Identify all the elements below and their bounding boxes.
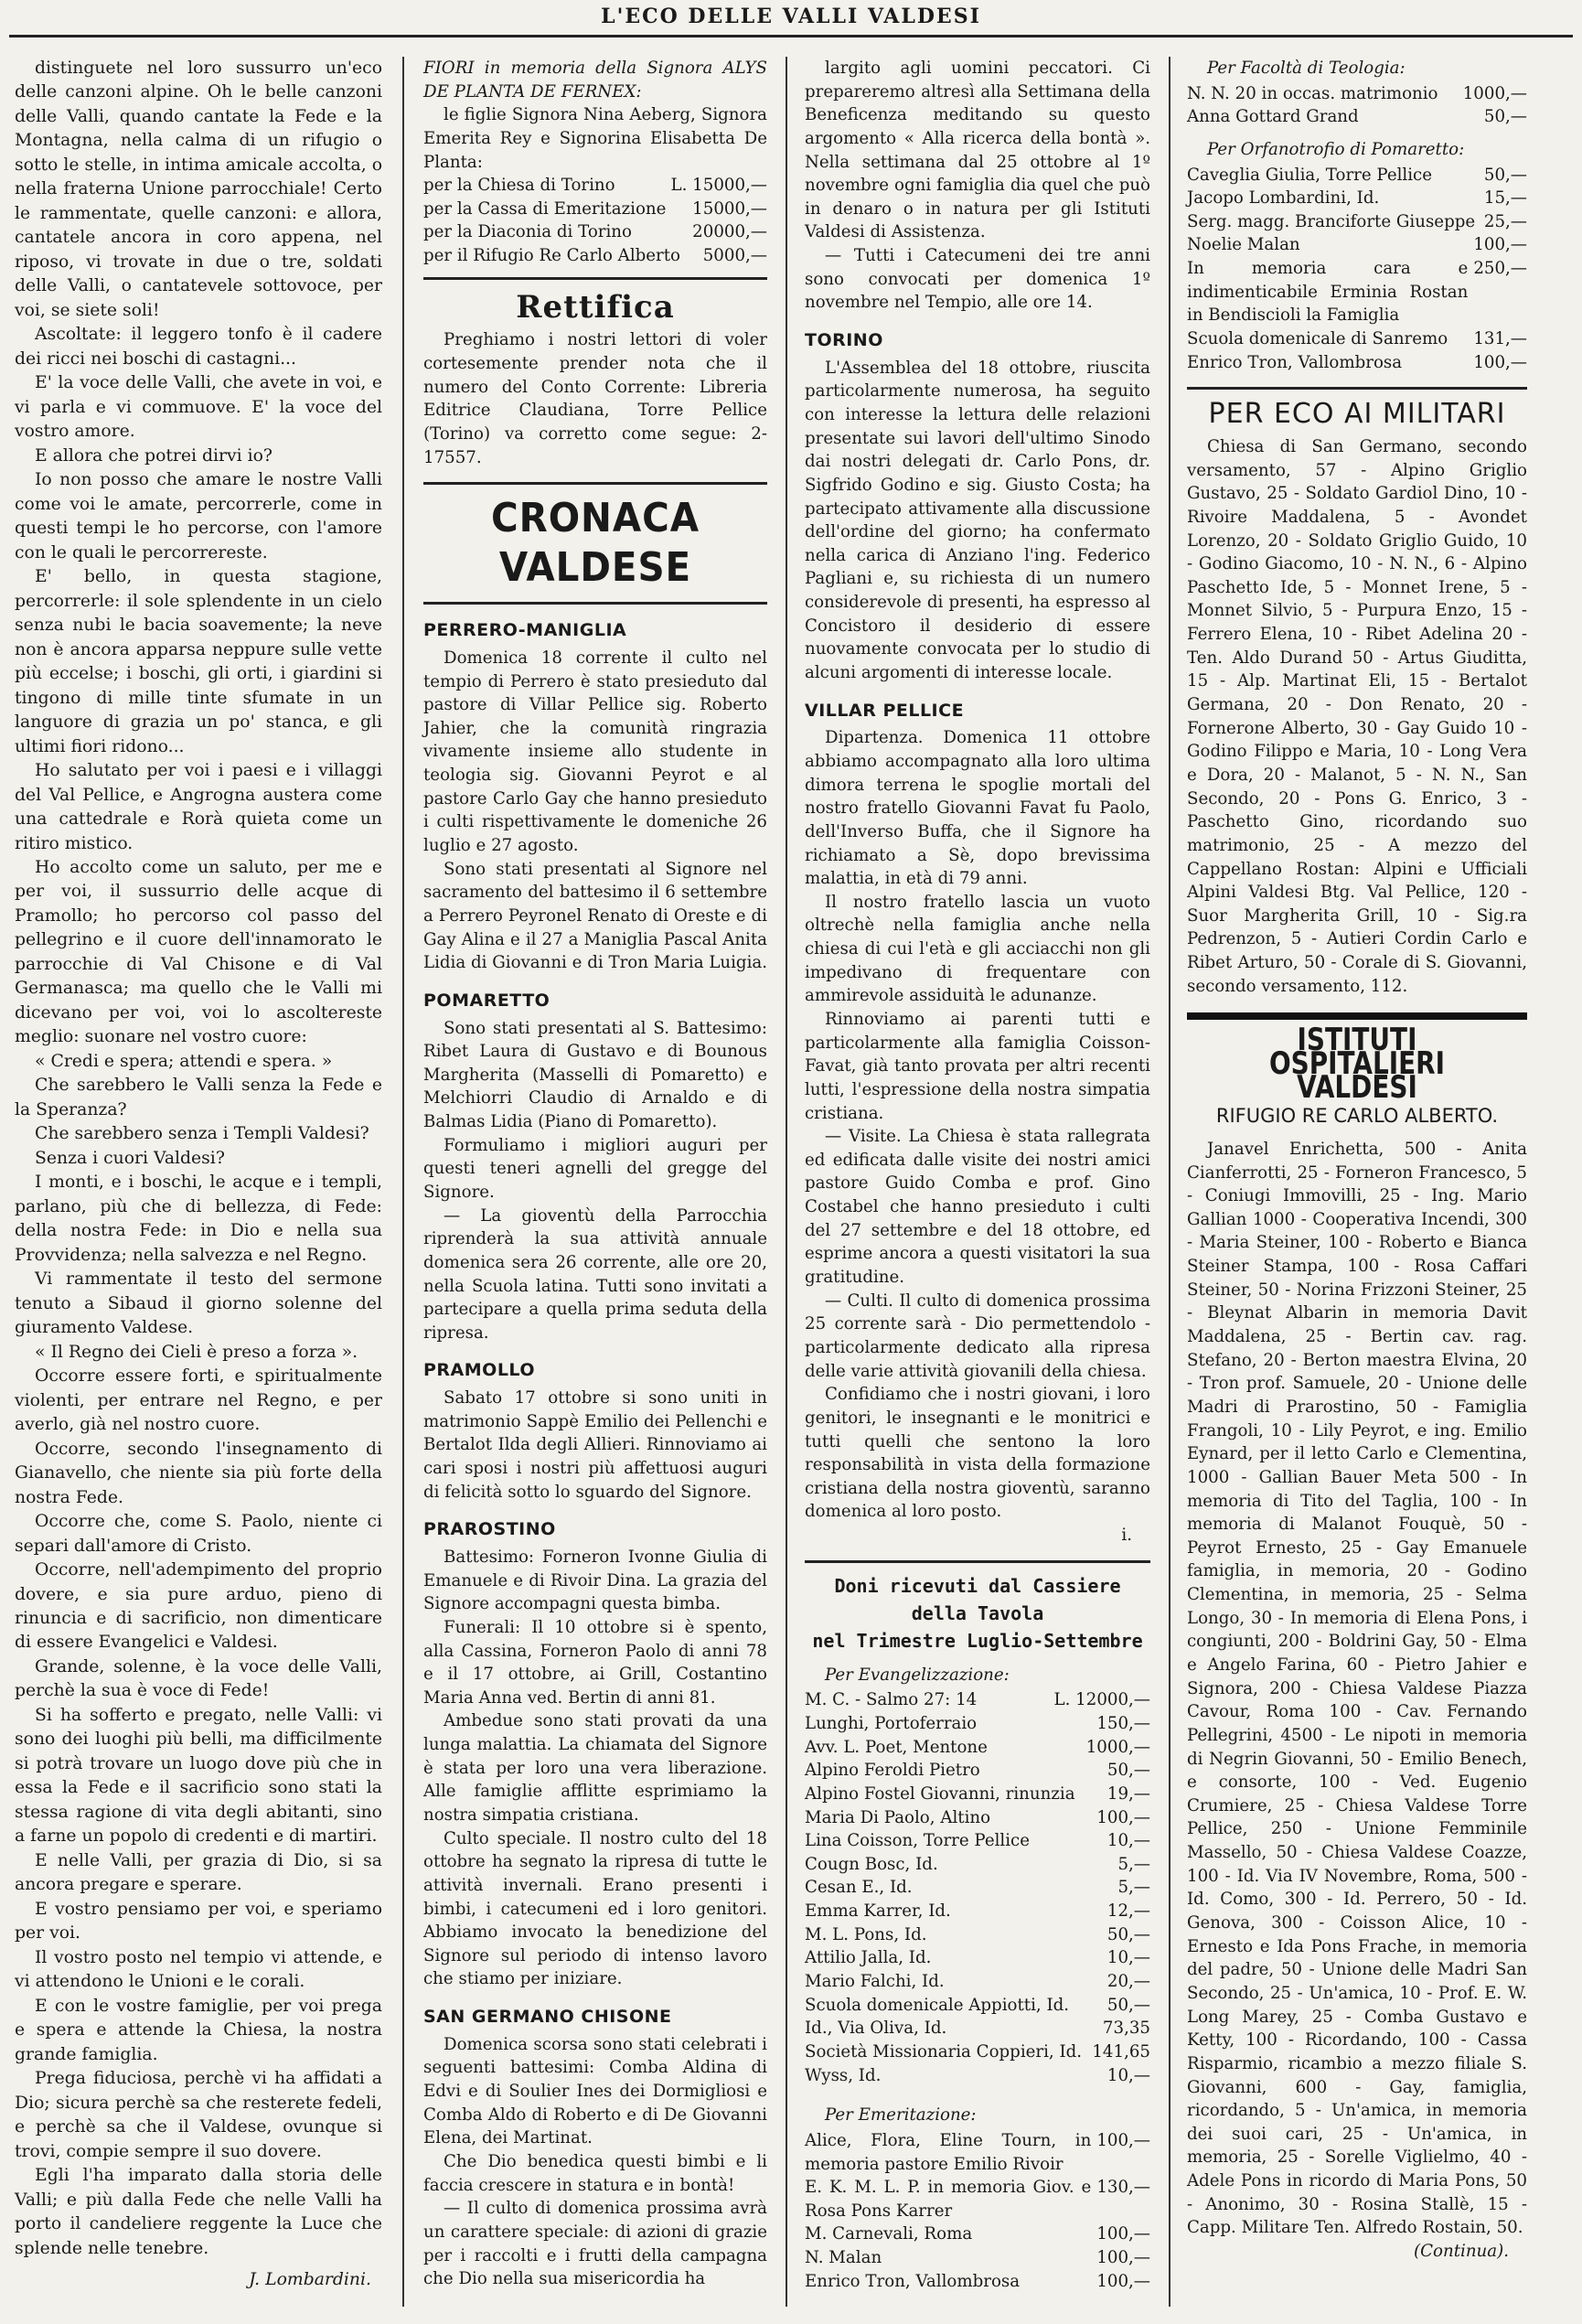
item-value: 10,— [1106, 2065, 1150, 2085]
item-value: 141,65 [1092, 2041, 1150, 2062]
item-value: 25,— [1483, 211, 1527, 231]
item-value: 131,— [1473, 329, 1527, 349]
paragraph: Egli l'ha imparato dalla storia delle Valli; e più dalla Fede che nelle Valli ha porto il candeliere reggente la Luce che splende nelle tenebre. [15, 2166, 382, 2258]
divider [423, 602, 767, 605]
item-label: Id., Via Oliva, Id. [805, 2019, 947, 2039]
list-item [805, 1736, 1150, 1760]
item-value: 100,— [1096, 2130, 1150, 2150]
item-label: Alpino Fostel Giovanni, rinunzia [805, 1783, 1075, 1804]
paragraph: Rinnoviamo ai parenti tutti e particolarmente alla famiglia Coisson-Favat, già tanto provata per altri recenti lutti, l'espressione della nostra simpatia cristiana. [805, 1009, 1150, 1123]
item-label: Caveglia Giulia, Torre Pellice [1187, 165, 1432, 185]
item-value: 50,— [1483, 165, 1527, 185]
section-title: POMARETTO [423, 990, 550, 1011]
paragraph: Funerali: Il 10 ottobre si è spento, alla Cassina, Forneron Paolo di anni 78 e il 17 ottobre, ai Grill, Costantino Maria Anna ved. Bertin di anni 81. [423, 1617, 767, 1708]
paragraph: I monti, e i boschi, le acque e i templi, parlano, più che di bellezza, di Fede: della nostra Fede: in Dio e nella sua Provvidenza; nella salvezza e nel Regno. [15, 1173, 382, 1265]
list-item [805, 1946, 1150, 1970]
paragraph: largito agli uomini peccatori. Ci prepareremo altresì alla Settimana della Beneficenza meditando su questo argomento « Alla ricerca della bontà ». Nella settimana dal 25 ottobre al 1º novembre ogni famiglia dia quel che può in denaro o in natura per gli Istituti Valdesi di Assistenza. [805, 59, 1150, 242]
item-value: 5,— [1117, 1878, 1150, 1898]
list-item [1187, 327, 1527, 351]
paragraph: Battesimo: Forneron Ivonne Giulia di Emanuele e di Rivoir Dina. La grazia del Signore accompagni questa bimba. [423, 1547, 767, 1614]
item-value: 5000,— [702, 246, 767, 266]
item-value: 100,— [1096, 2271, 1150, 2291]
item-label: Noelie Malan [1187, 235, 1300, 255]
emeritazione-label: Per Emeritazione: [825, 2105, 977, 2126]
paragraph: Sabato 17 ottobre si sono uniti in matrimonio Sappè Emilio dei Pellenchi e Bertalot Ilda degli Allieri. Rinnoviamo ai cari sposi i nostri più affettuosi auguri di felicità sotto lo sguardo del Signore. [423, 1388, 767, 1502]
paragraph: Vi rammentate il testo del sermone tenuto a Sibaud il giorno solenne del giuramento Valdese. [15, 1269, 382, 1338]
column-divider [402, 57, 404, 2307]
cronaca-sections [423, 619, 767, 2291]
item-value: L. 12000,— [1053, 1690, 1150, 1710]
item-label: Maria Di Paolo, Altino [805, 1807, 991, 1827]
item-value: 250,— [1473, 259, 1527, 279]
item-label: per la Cassa di Emeritazione [423, 198, 667, 219]
list-item [805, 1829, 1150, 1853]
paragraph: « Il Regno dei Cieli è preso a forza ». [35, 1342, 358, 1362]
masthead-rule [9, 35, 1573, 37]
paragraph: E' bello, in questa stagione, percorrerle: il sole splendente in un cielo senza nubi le bacia soavemente; la neve non è ancora apparsa neppure sulle vette più eccelse; i boschi, gli orti, i giardini si tingono di mille tinte sfumate in un languore di grazia un po' stanca, e gli ultimi fiori ridono... [15, 567, 382, 756]
rifugio-title: RIFUGIO RE CARLO ALBERTO. [1215, 1105, 1499, 1128]
list-item [1187, 233, 1527, 257]
item-label: Scuola domenicale Appiotti, Id. [805, 1995, 1070, 2015]
list-item [805, 1900, 1150, 1923]
paragraph: — Culti. Il culto di domenica prossima 25 corrente sarà - Dio permettendolo - particolarmente dedicato alla ripresa delle varie attività giovanili della chiesa. [805, 1291, 1150, 1381]
item-label: Serg. magg. Branciforte Giuseppe [1187, 211, 1476, 231]
list-item [805, 2270, 1150, 2294]
item-value: 15,— [1483, 188, 1527, 209]
column-divider [1169, 57, 1170, 2307]
doni-title: Doni ricevuti dal Cassiere della Tavola nel Trimestre Luglio-Settembre [812, 1574, 1143, 1652]
item-value: 20000,— [692, 222, 767, 242]
section-title: PRAROSTINO [423, 1519, 556, 1540]
paragraph: Senza i cuori Valdesi? [35, 1148, 225, 1168]
paragraph: L'Assemblea del 18 ottobre, riuscita particolarmente numerosa, ha seguito con interesse la lettura delle relazioni presentate sui lavori dell'ultimo Sinodo dai nostri delegati dr. Carlo Pons, dr. Sigfrido Godino e sig. Giusto Costa; ha partecipato attivamente alla discussione dell'ordine del giorno; ha confermato nella carica di Anziano l'ing. Federico Pagliani e, su richiesta di un numero considerevole di presenti, ha espresso al Concistoro il desiderio di essere nuovamente convocata per lo studio di alcuni argomenti di interesse locale. [805, 358, 1150, 683]
item-label: Società Missionaria Coppieri, Id. [805, 2041, 1083, 2062]
item-value: 130,— [1096, 2178, 1150, 2198]
paragraph: « Credi e spera; attendi e spera. » [35, 1051, 333, 1071]
paragraph: Ho accolto come un saluto, per me e per voi, il sussurrio delle acque di Pramollo; ho percorso col passo del pellegrino e il cuore dell'innamorato le parrocchie di Val Chisone e di Val Germanasca; ma quello che le Valli mi dicevano per voi, voi lo ascoltereste meglio: suonare nel vostro cuore: [15, 857, 382, 1047]
item-label: N. N. 20 in occas. matrimonio [1187, 83, 1438, 103]
list-item [1187, 351, 1527, 375]
item-value: L. 15000,— [670, 176, 767, 196]
paragraph: Formuliamo i migliori auguri per questi teneri agnelli del gregge del Signore. [423, 1135, 767, 1202]
paragraph: Occorre essere forti, e spiritualmente violenti, per entrare nel Regno, e per averlo, già nel nostro cuore. [15, 1366, 382, 1435]
item-label: Cougn Bosc, Id. [805, 1854, 938, 1874]
list-item [805, 2222, 1150, 2246]
list-item [805, 2017, 1150, 2040]
item-value: 50,— [1106, 1995, 1150, 2015]
item-label: Jacopo Lombardini, Id. [1187, 188, 1380, 209]
article-continuation [805, 57, 1150, 315]
list-item [805, 1759, 1150, 1783]
item-label: Mario Falchi, Id. [805, 1972, 945, 1992]
paragraph: Domenica 18 corrente il culto nel tempio di Perrero è stato presieduto dal pastore di Villar Pellice sig. Roberto Jahier, che la comunità ringrazia vivamente insieme allo studente in teologia sig. Giovanni Peyrot e al pastore Carlo Gay che hanno presieduto i culti rispettivamente le domeniche 26 luglio e 27 agosto. [423, 648, 767, 856]
divider [423, 482, 767, 485]
list-item [805, 2064, 1150, 2088]
paragraph: Culto speciale. Il nostro culto del 18 ottobre ha segnato la ripresa di tutte le attività invernali. Erano presenti i bimbi, i catecumeni ed i loro genitori. Abbiamo invocato la benedizione del Signore sul periodo di intenso lavoro che stiamo per iniziare. [423, 1828, 767, 1989]
list-item [1187, 257, 1527, 327]
list-item [423, 244, 767, 268]
rettifica-text: Preghiamo i nostri lettori di voler cortesemente prender nota che il numero del Conto Corrente: Libreria Editrice Claudiana, Torre Pellice (Torino) va corretto come segue: 2-17557. [423, 330, 767, 467]
item-value: 50,— [1483, 107, 1527, 127]
paragraph: Dipartenza. Domenica 11 ottobre abbiamo accompagnato alla loro ultima dimora terrena le spoglie mortali del nostro fratello Giovanni Favat fu Paolo, dell'Inverso Buffa, che il Signore ha richiamato a Sè, dopo brevissima malattia, in età di 79 anni. [805, 728, 1150, 889]
paragraph: Confidiamo che i nostri giovani, i loro genitori, le insegnanti e le monitrici e tutti quelli che sentono la loro responsabilità in vista della formazione cristiana della nostra gioventù, saranno domenica al loro posto. [805, 1385, 1150, 1522]
divider [805, 1560, 1150, 1563]
section-title: VILLAR PELLICE [805, 700, 965, 721]
section-title: SAN GERMANO CHISONE [423, 2007, 672, 2028]
paragraph: — La gioventù della Parrocchia riprenderà la sua attività annuale domenica sera 26 corrente, alle ore 20, nella Scuola latina. Tutti sono invitati a partecipare a quella prima seduta della ripresa. [423, 1205, 767, 1343]
list-item [1187, 187, 1527, 210]
list-item [805, 1876, 1150, 1900]
continua: (Continua). [1414, 2242, 1509, 2262]
item-label: Scuola domenicale di Sanremo [1187, 329, 1448, 349]
paragraph: E allora che potrei dirvi io? [35, 445, 273, 466]
item-label: M. C. - Salmo 27: 14 [805, 1690, 978, 1710]
list-item [1187, 82, 1527, 106]
paragraph: — Il culto di domenica prossima avrà un carattere speciale: di azioni di grazie per i raccolti e i frutti della campagna che Dio nella sua misericordia ha [423, 2199, 767, 2289]
item-label: E. K. M. L. P. in memoria Giov. e Rosa Pons Karrer [805, 2178, 1092, 2221]
item-label: Enrico Tron, Vallombrosa [1187, 352, 1403, 372]
item-label: M. L. Pons, Id. [805, 1924, 927, 1944]
list-item [1187, 164, 1527, 187]
paragraph: E nelle Valli, per grazia di Dio, si sa ancora pregare e sperare. [15, 1850, 382, 1895]
paragraph: Occorre che, come S. Paolo, niente ci separi dall'amore di Cristo. [15, 1512, 382, 1556]
list-item [805, 1712, 1150, 1736]
rifugio-text: Janavel Enrichetta, 500 - Anita Cianferrotti, 25 - Forneron Francesco, 5 - Coniugi Immovilli, 25 - Ing. Mario Gallian 1000 - Cooperativa Incendi, 300 - Maria Steiner, 100 - Roberto e Bianca Steiner Stampa, 100 - Rosa Caffari Steiner, 50 - Norina Frizzoni Steiner, 25 - Bleynat Albarin in memoria Davit Maddalena, 25 - Bertin cav. rag. Stefano, 20 - Berton maestra Elvina, 20 - Tron prof. Samuele, 20 - Unione delle Madri di Prarostino, 50 - Famiglia Frangoli, 10 - Lily Peyrot, e ing. Emilio Eynard, per il letto Carlo e Clementina, 1000 - Gallian Bauer Meta 500 - In memoria di Tito del Taglia, 100 - In memoria di Malanot Fouquè, 50 - Peyrot Ernesto, 25 - Gay Emanuele famiglia, in memoria, 20 - Godino Clementina, in memoria, 25 - Selma Longo, 30 - In memoria di Elena Pons, i congiunti, 200 - Boldrini Gay, 50 - Elma e Angelo Farina, 60 - Pietro Jahier e Signora, 200 - Chiesa Valdese Piazza Cavour, Roma 100 - Cav. Fernando Pellegrini, 4500 - Le nipoti in memoria di Negrin Giovanni, 50 - Emilio Benech, e consorte, 100 - Ved. Eugenio Crumiere, 25 - Chiesa Valdese Torre Pellice, 250 - Unione Femminile Massello, 50 - Chiesa Valdese Coazze, 100 - Id. Via IV Novembre, Roma, 500 - Id. Como, 300 - Id. Perrero, 50 - Id. Genova, 300 - Coisson Alice, 10 - Ernesto e Ida Pons Frache, in memoria del padre, 50 - Unione delle Madri San Secondo, 25 - Un'amica, 10 - Prof. E. W. Long Marey, 25 - Comba Gustavo e Ketty, 100 - Ricordando, 100 - Cassa Risparmio, ricambio a mezzo filiale S. Giovanni, 600 - Gay, famiglia, ricordando, 5 - Un'amica, in memoria dei suoi cari, 25 - Un'amica, in memoria, 25 - Sorelle Viglielmo, 40 - Adele Pons in ricordo di Maria Pons, 50 - Anonimo, 30 - Rosina Stallè, 15 - Capp. Militare Ten. Alfredo Rostain, 50. [1187, 1139, 1527, 2238]
masthead: L'ECO DELLE VALLI VALDESI [601, 5, 981, 28]
paragraph: distinguete nel loro sussurro un'eco delle canzoni alpine. Oh le belle canzoni delle Valli, quando cantate la Fede e la Montagna, nella calma di un rifugio o sotto le stelle, in intima amicale accolta, o nella fraterna Unione parrocchiale! Certo le rammentate, quelle canzoni: e allora, cantatele ancora in coro appena, nel riposo, vi trovate in due o tre, soldati delle Valli, o cantatevele sottovoce, per voi, se siete soli! [15, 59, 382, 320]
column-divider [786, 57, 787, 2307]
item-value: 15000,— [692, 198, 767, 219]
list-item [805, 1994, 1150, 2018]
item-label: per la Diaconia di Torino [423, 222, 632, 242]
item-label: Alice, Flora, Eline Tourn, in memoria pastore Emilio Rivoir [805, 2130, 1092, 2174]
fiori-title: FIORI in memoria della Signora ALYS DE PLANTA DE FERNEX: [423, 59, 767, 102]
militari-text: Chiesa di San Germano, secondo versamento, 57 - Alpino Griglio Gustavo, 25 - Soldato Gardiol Dino, 10 - Rivoire Maddalena, 5 - Avondet Lorenzo, 20 - Soldato Griglio Guido, 10 - Godino Giacomo, 10 - N. N., 6 - Alpino Paschetto Ide, 5 - Monnet Irene, 5 - Monnet Silvio, 5 - Purpura Enzo, 15 - Ferrero Elena, 10 - Ribet Adelina 20 - Ten. Aldo Durand 50 - Artus Giuditta, 15 - Alp. Martinat Eli, 15 - Bertalot Germana, 20 - Don Renato, 20 - Fornerone Alberto, 30 - Gay Guido 10 - Godino Filippo e Maria, 10 - Long Vera e Dora, 20 - Malanot, 5 - N. N., San Secondo, 20 - Pons G. Enrico, 3 - Paschetto Gino, ricordando suo matrimonio, 25 - A mezzo del Cappellano Rostan: Alpini e Ufficiali Alpini Valdesi Btg. Val Pellice, 120 - Suor Margherita Grill, 10 - Sig.ra Pedrenzon, 5 - Autieri Cordin Carlo e Ribet Arturo, 50 - Corale di S. Giovanni, secondo versamento, 112. [1187, 436, 1527, 996]
paragraph: Il vostro posto nel tempio vi attende, e vi attendono le Unioni e le corali. [15, 1947, 382, 1992]
item-label: Attilio Jalla, Id. [805, 1948, 932, 1968]
paragraph: E con le vostre famiglie, per voi prega e spera e attende la Chiesa, la nostra grande famiglia. [15, 1996, 382, 2064]
item-label: Anna Gottard Grand [1187, 107, 1359, 127]
fiori-intro: le figlie Signora Nina Aeberg, Signora Emerita Rey e Signorina Elisabetta De Planta: [423, 105, 767, 172]
emeritazione-list [805, 2129, 1150, 2293]
item-value: 100,— [1473, 352, 1527, 372]
paragraph: Sono stati presentati al S. Battesimo: Ribet Laura di Gustavo e di Bounous Margherita (Masselli di Pomaretto) e Melchiorri Claudio di Arnaldo e di Balmas Lidia (Piano di Pomaretto). [423, 1018, 767, 1132]
item-value: 12,— [1106, 1901, 1150, 1922]
column-3 [805, 57, 1150, 2293]
paragraph: Il nostro fratello lascia un vuoto oltrechè nella famiglia anche nella chiesa di cui l'età e gli acciacchi non gli impedivano di frequentare con ammirevole assiduità le adunanze. [805, 892, 1150, 1006]
list-item [805, 1688, 1150, 1712]
item-label: Alpino Feroldi Pietro [805, 1761, 980, 1781]
list-item [805, 2176, 1150, 2222]
list-item [423, 174, 767, 198]
article-body [15, 57, 382, 2261]
item-value: 100,— [1096, 1807, 1150, 1827]
paragraph: Domenica scorsa sono stati celebrati i seguenti battesimi: Comba Aldina di Edvi e di Soulier Ines dei Dormigliosi e Comba Aldo di Roberto e di De Giovanni Elena, dei Martinat. [423, 2034, 767, 2148]
paragraph: — Visite. La Chiesa è stata rallegrata ed edificata dalle visite dei nostri amici pastore Guido Comba e prof. Gino Costabel che hanno presieduto i culti del 27 settembre e del 18 ottobre, ed esprime ancora a questi visitatori la sua gratitudine. [805, 1127, 1150, 1288]
item-label: Emma Karrer, Id. [805, 1901, 951, 1922]
article-signature: J. Lombardini. [249, 2270, 371, 2290]
list-item [805, 2246, 1150, 2270]
section-title: PERRERO-MANIGLIA [423, 620, 627, 641]
item-value: 73,35 [1102, 2019, 1150, 2039]
orfanotrofio-label: Per Orfanotrofio di Pomaretto: [1207, 139, 1465, 159]
item-value: 50,— [1106, 1761, 1150, 1781]
paragraph: Prega fiduciosa, perchè vi ha affidati a Dio; sicura perchè sa che resterete fedeli, e perchè sa che il Valdese, ovunque si trovi, compie sempre il suo dovere. [15, 2069, 382, 2161]
orfanotrofio-list [1187, 164, 1527, 375]
item-value: 5,— [1117, 1854, 1150, 1874]
list-item [805, 2129, 1150, 2176]
item-label: per il Rifugio Re Carlo Alberto [423, 246, 680, 266]
item-label: M. Carnevali, Roma [805, 2224, 973, 2244]
item-value: 1000,— [1462, 83, 1527, 103]
item-value: 1000,— [1085, 1737, 1150, 1757]
paragraph: Occorre, nell'adempimento del proprio dovere, e sia pure arduo, pieno di rinuncia e di sacrificio, non dimenticare di essere Evangelici e Valdesi. [15, 1560, 382, 1653]
item-label: Cesan E., Id. [805, 1878, 913, 1898]
paragraph: Io non posso che amare le nostre Valli come voi le amate, percorrerle, come in questi tempi le ho percorse, con l'amore con le quali le percorrereste. [15, 470, 382, 562]
cronaca-sections [805, 329, 1150, 1524]
paragraph: E' la voce delle Valli, che avete in voi, e vi parla e vi commuove. E' la voce del vostro amore. [15, 373, 382, 442]
item-label: N. Malan [805, 2248, 882, 2268]
list-item [805, 1783, 1150, 1806]
paragraph: E vostro pensiamo per voi, e speriamo per voi. [15, 1899, 382, 1944]
article-signature: i. [1121, 1526, 1132, 1546]
paragraph: Che sarebbero senza i Templi Valdesi? [35, 1124, 369, 1144]
list-item [1187, 210, 1527, 234]
item-label: Enrico Tron, Vallombrosa [805, 2271, 1021, 2291]
paragraph: Sono stati presentati al Signore nel sacramento del battesimo il 6 settembre a Perrero Peyronel Renato di Oreste e di Gay Alina e il 27 a Maniglia Pascal Anita Lidia di Giovanni e di Tron Maria Luigia. [423, 859, 768, 973]
paragraph: Ambedue sono stati provati da una lunga malattia. La chiamata del Signore è stata per loro una vera liberazione. Alle famiglie afflitte esprimiamo la nostra simpatia cristiana. [423, 1711, 767, 1825]
cronaca-title: CRONACA VALDESE [491, 495, 700, 592]
column-1 [15, 57, 382, 2293]
fiori-list [423, 174, 767, 268]
item-value: 19,— [1106, 1783, 1150, 1804]
item-value: 150,— [1096, 1714, 1150, 1733]
paragraph: Ascoltate: il leggero tonfo è il cadere dei ricci nei boschi di castagni... [15, 325, 382, 369]
list-item [423, 198, 767, 221]
istituti-title: ISTITUTI OSPITALIERI VALDESI [1268, 1022, 1446, 1106]
column-2 [423, 57, 767, 2291]
item-label: per la Chiesa di Torino [423, 176, 615, 196]
item-label: Lina Coisson, Torre Pellice [805, 1831, 1030, 1851]
item-label: Wyss, Id. [805, 2065, 882, 2085]
item-value: 100,— [1096, 2248, 1150, 2268]
list-item [805, 1806, 1150, 1830]
item-label: In memoria cara e indimenticabile Erminia Rostan in Bendiscioli la Famiglia [1187, 259, 1469, 326]
item-value: 100,— [1096, 2224, 1150, 2244]
list-item [423, 220, 767, 244]
teologia-list [1187, 82, 1527, 129]
divider [423, 277, 767, 280]
evangelizzazione-label: Per Evangelizzazione: [825, 1665, 1010, 1685]
item-label: Avv. L. Poet, Mentone [805, 1737, 988, 1757]
evangelizzazione-list [805, 1688, 1150, 2087]
item-value: 100,— [1473, 235, 1527, 255]
list-item [1187, 105, 1527, 129]
list-item [805, 2040, 1150, 2064]
item-value: 20,— [1106, 1972, 1150, 1992]
paragraph: Grande, solenne, è la voce delle Valli, perchè la sua è voce di Fede! [15, 1656, 382, 1701]
paragraph: Si ha sofferto e pregato, nelle Valli: vi sono dei luoghi più belli, ma difficilmente si potrà trovare un luogo dove più che in essa la Fede e il sacrificio sono stati la stessa ragione di vita degli abitanti, sino a farne un popolo di credenti e di martiri. [15, 1705, 382, 1847]
list-item [805, 1923, 1150, 1947]
paragraph: Che sarebbero le Valli senza la Fede e la Speranza? [15, 1076, 382, 1119]
item-label: Lunghi, Portoferraio [805, 1714, 978, 1733]
paragraph: — Tutti i Catecumeni dei tre anni sono convocati per domenica 1º novembre nel Tempio, alle ore 14. [805, 246, 1150, 313]
list-item [805, 1970, 1150, 1994]
column-4 [1187, 57, 1527, 2264]
item-value: 10,— [1106, 1948, 1150, 1968]
list-item [805, 1853, 1150, 1877]
paragraph: Occorre, secondo l'insegnamento di Gianavello, che niente sia più forte della nostra Fede. [15, 1439, 382, 1507]
teologia-label: Per Facoltà di Teologia: [1207, 59, 1406, 78]
divider [1187, 387, 1527, 390]
divider [1187, 1012, 1527, 1020]
item-value: 50,— [1106, 1924, 1150, 1944]
militari-title: PER ECO AI MILITARI [1208, 398, 1506, 431]
item-value: 10,— [1106, 1831, 1150, 1851]
section-title: TORINO [805, 330, 883, 351]
paragraph: Che Dio benedica questi bimbi e li faccia crescere in statura e in bontà! [423, 2151, 767, 2195]
paragraph: Ho salutato per voi i paesi e i villaggi del Val Pellice, e Angrogna austera come una cattedrale e Rorà quieta come un ritiro mistico. [15, 761, 382, 853]
rettifica-title: Rettifica [516, 288, 675, 326]
section-title: PRAMOLLO [423, 1360, 536, 1381]
